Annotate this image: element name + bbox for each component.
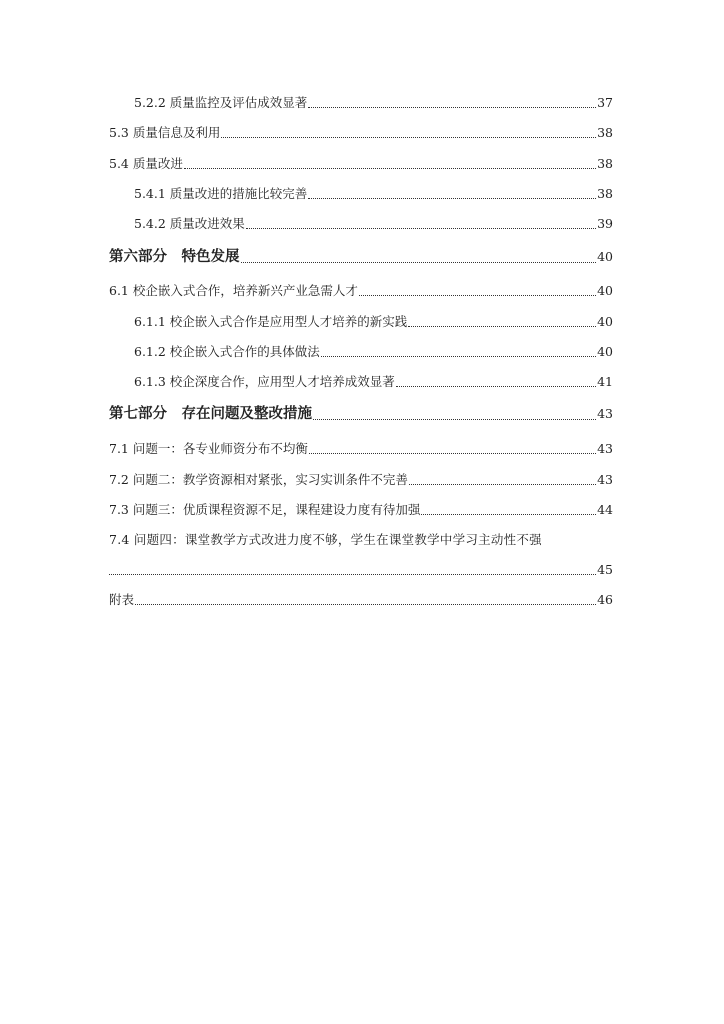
toc-entry-7-4-label[interactable]: 7.4 问题四：课堂教学方式改进力度不够，学生在课堂教学中学习主动性不强 [109, 532, 542, 547]
toc-entry-6-1-2[interactable] [134, 343, 613, 361]
dot-leader [313, 419, 596, 420]
dot-leader [421, 514, 596, 515]
toc-entry-label: 5.3 质量信息及利用 [109, 125, 221, 140]
dot-leader [408, 326, 596, 327]
toc-entry-label: 5.4 质量改进 [109, 156, 183, 171]
toc-entry-5-4[interactable] [109, 155, 613, 173]
toc-entry-label: 7.3 问题三：优质课程资源不足，课程建设力度有待加强 [109, 502, 421, 517]
dot-leader [221, 137, 596, 138]
dot-leader [396, 386, 596, 387]
toc-entry-label: 7.2 问题二：教学资源相对紧张，实习实训条件不完善 [109, 472, 408, 487]
toc-entry-label: 5.4.2 质量改进效果 [134, 216, 245, 231]
dot-leader [309, 453, 596, 454]
toc-entry-5-2-2[interactable] [134, 94, 613, 112]
toc-entry-label: 6.1.3 校企深度合作，应用型人才培养成效显著 [134, 374, 395, 389]
toc-page-number: 43 [597, 406, 613, 421]
toc-page-number: 38 [597, 186, 613, 201]
toc-page-number: 40 [597, 249, 613, 264]
toc-entry-label: 5.4.1 质量改进的措施比较完善 [134, 186, 308, 201]
toc-chapter-label: 第六部分 特色发展 [109, 249, 240, 265]
dot-leader [308, 107, 596, 108]
toc-page-number: 40 [597, 283, 613, 298]
toc-page-number: 40 [597, 344, 613, 359]
dot-leader [409, 484, 596, 485]
toc-entry-label: 7.1 问题一：各专业师资分布不均衡 [109, 441, 308, 456]
toc-page-number: 38 [597, 156, 613, 171]
toc-entry-appendix[interactable] [109, 591, 613, 609]
dot-leader [109, 574, 596, 575]
toc-page-number: 43 [597, 441, 613, 456]
toc-page-number: 44 [597, 502, 613, 517]
toc-entry-6-1-3[interactable] [134, 373, 613, 391]
toc-entry-5-3[interactable] [109, 124, 613, 142]
toc-entry-6-1[interactable] [109, 282, 613, 300]
dot-leader [246, 228, 596, 229]
dot-leader [321, 356, 596, 357]
toc-entry-label: 附表 [109, 592, 135, 607]
toc-entry-label: 6.1.1 校企嵌入式合作是应用型人才培养的新实践 [134, 314, 408, 329]
toc-entry-label: 6.1 校企嵌入式合作，培养新兴产业急需人才 [109, 283, 358, 298]
dot-leader [359, 295, 596, 296]
dot-leader [241, 262, 597, 263]
toc-entry-7-4-continuation[interactable] [109, 561, 613, 579]
toc-chapter-6[interactable] [109, 247, 613, 267]
toc-entry-7-3[interactable] [109, 501, 613, 519]
toc-chapter-label: 第七部分 存在问题及整改措施 [109, 406, 312, 422]
toc-page-number: 38 [597, 125, 613, 140]
toc-entry-7-2[interactable] [109, 471, 613, 489]
toc-page-number: 41 [597, 374, 613, 389]
toc-entry-label: 5.2.2 质量监控及评估成效显著 [134, 95, 308, 110]
toc-page-number: 39 [597, 216, 613, 231]
toc-entry-label: 6.1.2 校企嵌入式合作的具体做法 [134, 344, 320, 359]
toc-page-number: 40 [597, 314, 613, 329]
toc-page-number: 37 [597, 95, 613, 110]
toc-entry-6-1-1[interactable] [134, 313, 613, 331]
toc-page-number: 46 [597, 592, 613, 607]
toc-page-number: 43 [597, 472, 613, 487]
toc-entry-7-1[interactable] [109, 440, 613, 458]
toc-page-number: 45 [597, 562, 613, 577]
toc-chapter-7[interactable] [109, 404, 613, 424]
dot-leader [184, 168, 596, 169]
toc-entry-5-4-1[interactable] [134, 185, 613, 203]
dot-leader [135, 604, 596, 605]
dot-leader [308, 198, 596, 199]
toc-entry-5-4-2[interactable] [134, 215, 613, 233]
